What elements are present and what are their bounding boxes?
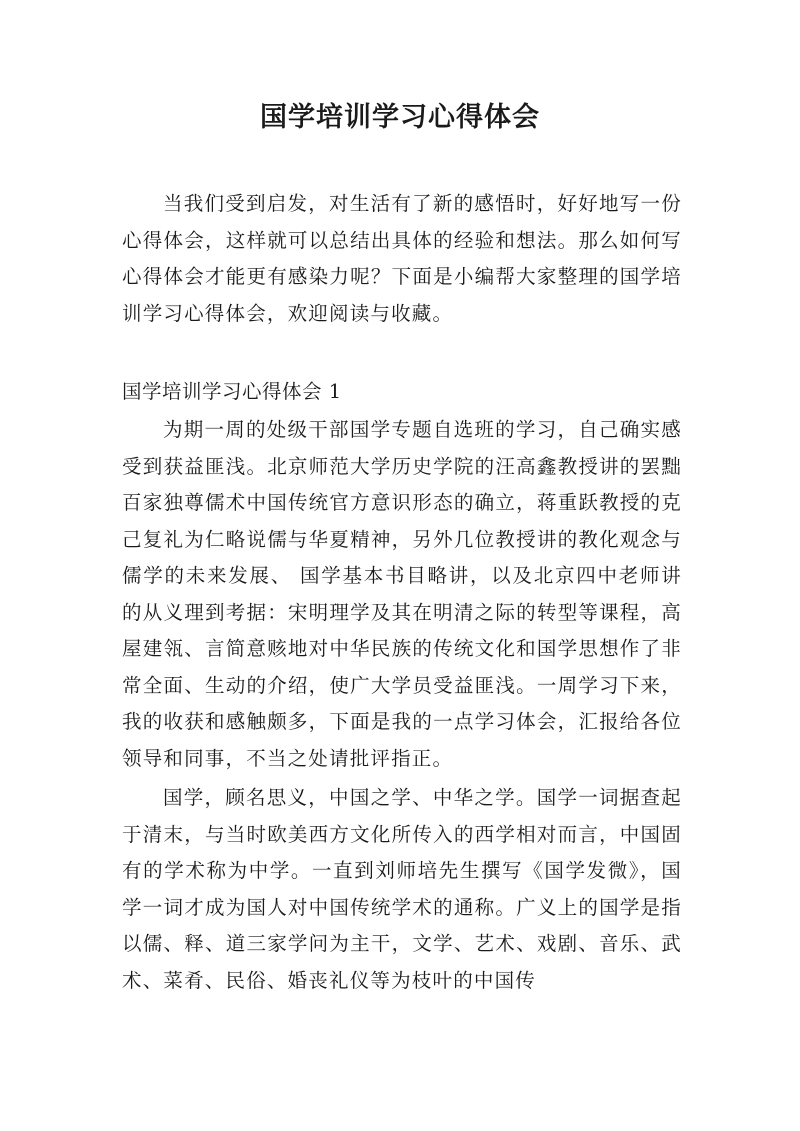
main-content: [122, 412, 682, 999]
body-paragraph-2: 国学，顾名思义，中国之学、中华之学。国学一词据查起于清末，与当时欧美西方文化所传入的西学相对而言，中国固有的学术称为中学。一直到刘师培先生撰写《国学发微》，国学一词才成为国人对中国传统学术的通称。广义上的国学是指以儒、释、道三家学问为主干，文学、艺术、戏剧、音乐、武术、菜肴、民俗、婚丧礼仪等为枝叶的中国传: [122, 786, 682, 992]
document-title: 国学培训学习心得体会: [260, 102, 540, 133]
intro-paragraph: 当我们受到启发，对生活有了新的感悟时，好好地写一份心得体会，这样就可以总结出具体的经验和想法。那么如何写心得体会才能更有感染力呢？下面是小编帮大家整理的国学培训学习心得体会，欢迎阅读与收藏。: [122, 192, 682, 325]
body-paragraph-1: 为期一周的处级干部国学专题自选班的学习，自己确实感受到获益匪浅。北京师范大学历史学院的汪高鑫教授讲的罢黜百家独尊儒术中国传统官方意识形态的确立，蒋重跃教授的克己复礼为仁略说儒与华夏精神，另外几位教授讲的教化观念与儒学的未来发展、 国学基本书目略讲，以及北京四中老师讲的从义理到考据：宋明理学及其在明清之际的转型等课程，高屋建瓴、言简意赅地对中华民族的传统文化和国学思想作了非常全面、生动的介绍，使广大学员受益匪浅。一周学习下来，我的收获和感触颇多，下面是我的一点学习体会，汇报给各位领导和同事，不当之处请批评指正。: [122, 418, 682, 770]
intro-section: [122, 186, 682, 332]
section-heading: 国学培训学习心得体会 1: [122, 380, 342, 403]
